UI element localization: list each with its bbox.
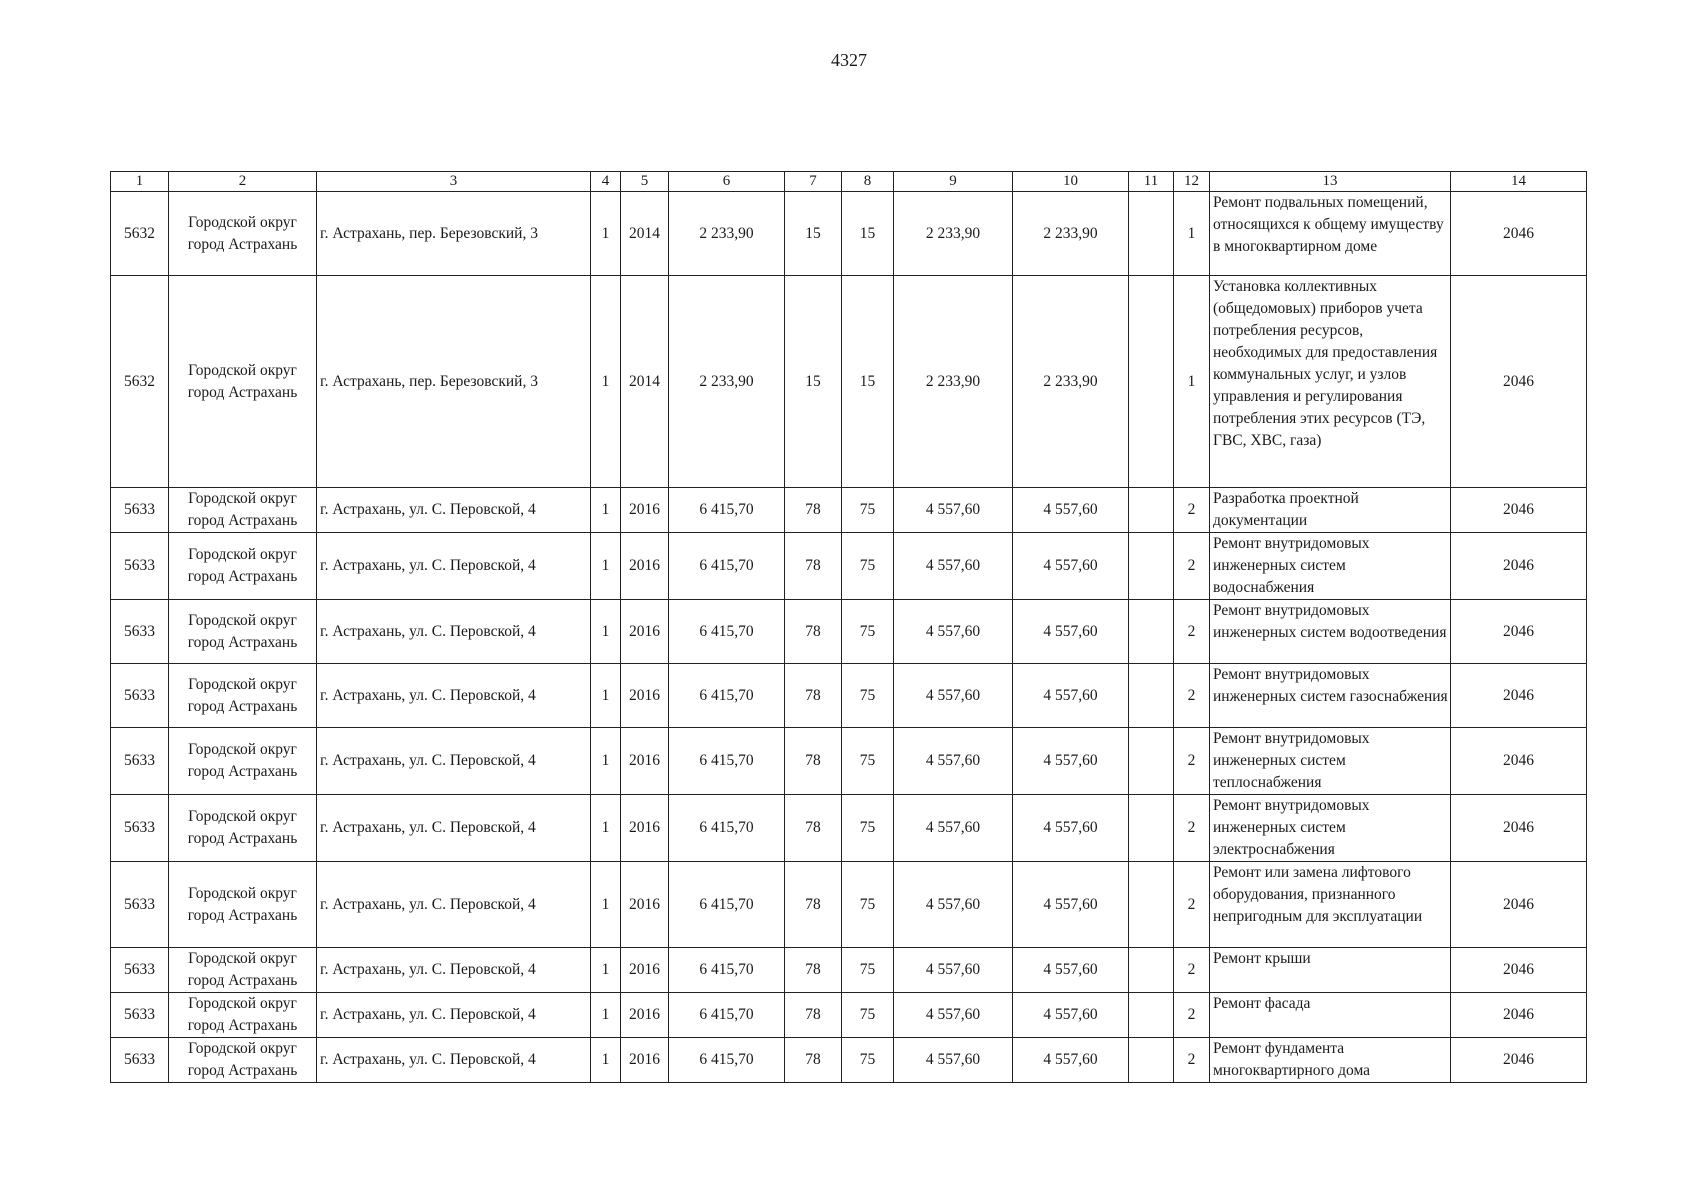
col-10-value: 4 557,60 (1013, 993, 1129, 1038)
year-value: 2016 (621, 488, 669, 533)
end-year: 2046 (1451, 488, 1587, 533)
municipality: Городской округ город Астрахань (169, 993, 317, 1038)
col-11-value (1129, 533, 1174, 600)
col-8-value: 75 (842, 993, 894, 1038)
record-id: 5633 (111, 533, 169, 600)
column-header-8: 8 (842, 172, 894, 192)
col-11-value (1129, 488, 1174, 533)
table-row (111, 862, 1587, 948)
col-7-value: 78 (785, 488, 842, 533)
col-9-value: 4 557,60 (894, 862, 1013, 948)
table-row (111, 600, 1587, 664)
col-9-value: 4 557,60 (894, 728, 1013, 795)
col-12-value: 2 (1174, 948, 1210, 993)
col-12-value: 2 (1174, 993, 1210, 1038)
column-header-6: 6 (669, 172, 785, 192)
address: г. Астрахань, ул. С. Перовской, 4 (317, 862, 591, 948)
col-7-value: 78 (785, 948, 842, 993)
end-year: 2046 (1451, 795, 1587, 862)
table-row (111, 664, 1587, 728)
total-area: 2 233,90 (669, 276, 785, 488)
record-id: 5633 (111, 664, 169, 728)
address: г. Астрахань, ул. С. Перовской, 4 (317, 664, 591, 728)
year-value: 2016 (621, 728, 669, 795)
col-10-value: 4 557,60 (1013, 600, 1129, 664)
address: г. Астрахань, ул. С. Перовской, 4 (317, 795, 591, 862)
col-8-value: 75 (842, 948, 894, 993)
col-4-value: 1 (591, 795, 621, 862)
address: г. Астрахань, ул. С. Перовской, 4 (317, 488, 591, 533)
column-header-7: 7 (785, 172, 842, 192)
end-year: 2046 (1451, 993, 1587, 1038)
work-type: Ремонт фасада (1210, 993, 1451, 1038)
address: г. Астрахань, пер. Березовский, 3 (317, 192, 591, 276)
repair-program-table-wrapper (110, 171, 1586, 1083)
municipality: Городской округ город Астрахань (169, 1038, 317, 1083)
end-year: 2046 (1451, 948, 1587, 993)
end-year: 2046 (1451, 600, 1587, 664)
col-8-value: 75 (842, 664, 894, 728)
col-9-value: 4 557,60 (894, 993, 1013, 1038)
work-type: Ремонт внутридомовых инженерных систем электроснабжения (1210, 795, 1451, 862)
total-area: 6 415,70 (669, 1038, 785, 1083)
work-type: Разработка проектной документации (1210, 488, 1451, 533)
col-8-value: 75 (842, 862, 894, 948)
municipality: Городской округ город Астрахань (169, 488, 317, 533)
col-11-value (1129, 795, 1174, 862)
col-9-value: 4 557,60 (894, 664, 1013, 728)
municipality: Городской округ город Астрахань (169, 600, 317, 664)
col-7-value: 78 (785, 664, 842, 728)
table-row (111, 948, 1587, 993)
col-4-value: 1 (591, 993, 621, 1038)
column-header-1: 1 (111, 172, 169, 192)
work-type: Ремонт внутридомовых инженерных систем газоснабжения (1210, 664, 1451, 728)
col-7-value: 78 (785, 795, 842, 862)
year-value: 2016 (621, 533, 669, 600)
table-row (111, 276, 1587, 488)
table-row (111, 488, 1587, 533)
work-type: Ремонт крыши (1210, 948, 1451, 993)
total-area: 6 415,70 (669, 795, 785, 862)
col-7-value: 78 (785, 862, 842, 948)
col-9-value: 4 557,60 (894, 488, 1013, 533)
work-type: Установка коллективных (общедомовых) приборов учета потребления ресурсов, необходимых для предоставления коммунальных услуг, и узлов управления и регулирования потребления этих ресурсов (ТЭ, ГВС, ХВС, газа) (1210, 276, 1451, 488)
col-4-value: 1 (591, 862, 621, 948)
col-7-value: 78 (785, 533, 842, 600)
col-7-value: 78 (785, 993, 842, 1038)
municipality: Городской округ город Астрахань (169, 664, 317, 728)
column-header-11: 11 (1129, 172, 1174, 192)
col-4-value: 1 (591, 600, 621, 664)
table-row (111, 728, 1587, 795)
municipality: Городской округ город Астрахань (169, 795, 317, 862)
col-10-value: 4 557,60 (1013, 1038, 1129, 1083)
year-value: 2016 (621, 993, 669, 1038)
col-7-value: 15 (785, 276, 842, 488)
col-10-value: 4 557,60 (1013, 795, 1129, 862)
end-year: 2046 (1451, 862, 1587, 948)
col-8-value: 15 (842, 276, 894, 488)
col-12-value: 2 (1174, 488, 1210, 533)
col-10-value: 4 557,60 (1013, 664, 1129, 728)
col-7-value: 78 (785, 600, 842, 664)
col-9-value: 4 557,60 (894, 795, 1013, 862)
col-11-value (1129, 1038, 1174, 1083)
record-id: 5633 (111, 728, 169, 795)
col-8-value: 75 (842, 1038, 894, 1083)
col-8-value: 75 (842, 795, 894, 862)
record-id: 5633 (111, 1038, 169, 1083)
col-12-value: 2 (1174, 1038, 1210, 1083)
column-header-3: 3 (317, 172, 591, 192)
column-header-14: 14 (1451, 172, 1587, 192)
col-8-value: 75 (842, 600, 894, 664)
end-year: 2046 (1451, 728, 1587, 795)
total-area: 6 415,70 (669, 862, 785, 948)
column-header-4: 4 (591, 172, 621, 192)
record-id: 5633 (111, 488, 169, 533)
year-value: 2014 (621, 276, 669, 488)
address: г. Астрахань, ул. С. Перовской, 4 (317, 600, 591, 664)
col-9-value: 4 557,60 (894, 533, 1013, 600)
col-4-value: 1 (591, 533, 621, 600)
address: г. Астрахань, ул. С. Перовской, 4 (317, 728, 591, 795)
col-12-value: 2 (1174, 862, 1210, 948)
col-9-value: 2 233,90 (894, 276, 1013, 488)
col-7-value: 78 (785, 1038, 842, 1083)
col-9-value: 2 233,90 (894, 192, 1013, 276)
year-value: 2016 (621, 664, 669, 728)
col-12-value: 2 (1174, 664, 1210, 728)
total-area: 6 415,70 (669, 533, 785, 600)
col-4-value: 1 (591, 664, 621, 728)
table-row (111, 1038, 1587, 1083)
year-value: 2016 (621, 1038, 669, 1083)
col-11-value (1129, 948, 1174, 993)
record-id: 5633 (111, 948, 169, 993)
column-header-13: 13 (1210, 172, 1451, 192)
col-4-value: 1 (591, 728, 621, 795)
total-area: 6 415,70 (669, 488, 785, 533)
total-area: 6 415,70 (669, 948, 785, 993)
work-type: Ремонт или замена лифтового оборудования, признанного непригодным для эксплуатации (1210, 862, 1451, 948)
col-9-value: 4 557,60 (894, 948, 1013, 993)
col-10-value: 2 233,90 (1013, 276, 1129, 488)
col-8-value: 75 (842, 488, 894, 533)
col-11-value (1129, 862, 1174, 948)
year-value: 2016 (621, 600, 669, 664)
table-row (111, 192, 1587, 276)
address: г. Астрахань, пер. Березовский, 3 (317, 276, 591, 488)
col-10-value: 4 557,60 (1013, 948, 1129, 993)
col-11-value (1129, 192, 1174, 276)
col-7-value: 78 (785, 728, 842, 795)
record-id: 5633 (111, 600, 169, 664)
col-8-value: 75 (842, 728, 894, 795)
total-area: 6 415,70 (669, 993, 785, 1038)
address: г. Астрахань, ул. С. Перовской, 4 (317, 948, 591, 993)
total-area: 6 415,70 (669, 600, 785, 664)
address: г. Астрахань, ул. С. Перовской, 4 (317, 533, 591, 600)
table-row (111, 533, 1587, 600)
end-year: 2046 (1451, 192, 1587, 276)
table-row (111, 795, 1587, 862)
municipality: Городской округ город Астрахань (169, 948, 317, 993)
col-10-value: 4 557,60 (1013, 728, 1129, 795)
work-type: Ремонт фундамента многоквартирного дома (1210, 1038, 1451, 1083)
col-10-value: 4 557,60 (1013, 488, 1129, 533)
end-year: 2046 (1451, 276, 1587, 488)
col-12-value: 2 (1174, 728, 1210, 795)
col-12-value: 1 (1174, 276, 1210, 488)
column-header-5: 5 (621, 172, 669, 192)
col-8-value: 75 (842, 533, 894, 600)
column-header-12: 12 (1174, 172, 1210, 192)
col-12-value: 1 (1174, 192, 1210, 276)
col-8-value: 15 (842, 192, 894, 276)
col-7-value: 15 (785, 192, 842, 276)
year-value: 2014 (621, 192, 669, 276)
col-4-value: 1 (591, 276, 621, 488)
page-number: 4327 (831, 50, 867, 70)
col-12-value: 2 (1174, 600, 1210, 664)
record-id: 5633 (111, 993, 169, 1038)
col-10-value: 2 233,90 (1013, 192, 1129, 276)
year-value: 2016 (621, 948, 669, 993)
address: г. Астрахань, ул. С. Перовской, 4 (317, 1038, 591, 1083)
col-9-value: 4 557,60 (894, 600, 1013, 664)
end-year: 2046 (1451, 1038, 1587, 1083)
municipality: Городской округ город Астрахань (169, 728, 317, 795)
col-11-value (1129, 993, 1174, 1038)
column-header-10: 10 (1013, 172, 1129, 192)
municipality: Городской округ город Астрахань (169, 862, 317, 948)
col-4-value: 1 (591, 192, 621, 276)
table-header (111, 172, 1587, 192)
col-11-value (1129, 728, 1174, 795)
end-year: 2046 (1451, 533, 1587, 600)
work-type: Ремонт внутридомовых инженерных систем водоотведения (1210, 600, 1451, 664)
record-id: 5632 (111, 192, 169, 276)
year-value: 2016 (621, 862, 669, 948)
record-id: 5632 (111, 276, 169, 488)
column-number-row (111, 172, 1587, 192)
year-value: 2016 (621, 795, 669, 862)
col-4-value: 1 (591, 1038, 621, 1083)
col-12-value: 2 (1174, 795, 1210, 862)
address: г. Астрахань, ул. С. Перовской, 4 (317, 993, 591, 1038)
work-type: Ремонт внутридомовых инженерных систем водоснабжения (1210, 533, 1451, 600)
col-11-value (1129, 600, 1174, 664)
col-4-value: 1 (591, 488, 621, 533)
col-11-value (1129, 664, 1174, 728)
end-year: 2046 (1451, 664, 1587, 728)
col-10-value: 4 557,60 (1013, 533, 1129, 600)
table-row (111, 993, 1587, 1038)
column-header-9: 9 (894, 172, 1013, 192)
col-12-value: 2 (1174, 533, 1210, 600)
col-11-value (1129, 276, 1174, 488)
total-area: 6 415,70 (669, 728, 785, 795)
column-header-2: 2 (169, 172, 317, 192)
municipality: Городской округ город Астрахань (169, 533, 317, 600)
work-type: Ремонт подвальных помещений, относящихся к общему имуществу в многоквартирном доме (1210, 192, 1451, 276)
municipality: Городской округ город Астрахань (169, 276, 317, 488)
col-9-value: 4 557,60 (894, 1038, 1013, 1083)
repair-program-table (110, 171, 1587, 1083)
table-body (111, 192, 1587, 1083)
total-area: 2 233,90 (669, 192, 785, 276)
municipality: Городской округ город Астрахань (169, 192, 317, 276)
record-id: 5633 (111, 795, 169, 862)
col-4-value: 1 (591, 948, 621, 993)
total-area: 6 415,70 (669, 664, 785, 728)
work-type: Ремонт внутридомовых инженерных систем теплоснабжения (1210, 728, 1451, 795)
record-id: 5633 (111, 862, 169, 948)
col-10-value: 4 557,60 (1013, 862, 1129, 948)
